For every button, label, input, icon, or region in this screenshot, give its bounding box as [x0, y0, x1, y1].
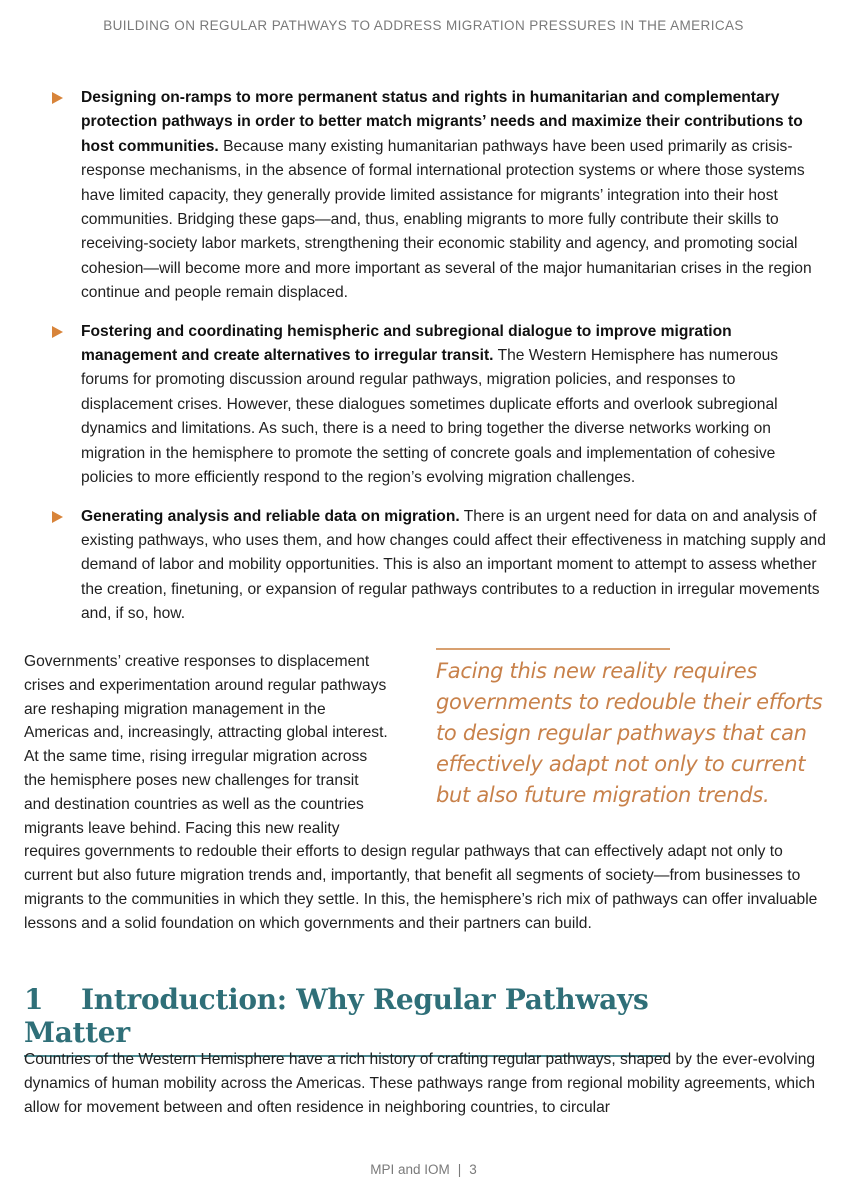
bullet-body: There is an urgent need for data on and analysis of existing pathways, who uses them, and how changes could affect their effectiveness in matching supply and demand of labor and mobility opportunities. This is also an important moment to attempt to assess whether the creation, finetuning, or expansion of regular pathways contributes to a reduction in irregular movements and, if so, how. [81, 507, 826, 623]
bullet-item [52, 320, 827, 491]
bullet-body: Because many existing humanitarian pathways have been used primarily as crisis-response mechanisms, in the absence of formal international protection systems or where those systems have limited capacity, they generally provide limited assistance for migrants’ integration into their host communities. Bridging these gaps—and, thus, enabling migrants to more fully contribute their skills to receiving-society labor markets, strengthening their economic stability and agency, and promoting social cohesion—will become more and more important as several of the major humanitarian crises in the region continue and people remain displaced. [81, 137, 812, 302]
bullet-item [52, 505, 827, 627]
paragraph-line: and destination countries as well as the countries [24, 795, 364, 813]
paragraph-line: crises and experimentation around regular pathways [24, 676, 387, 694]
triangle-bullet-icon [52, 92, 63, 104]
bullet-lead: Designing on-ramps to more permanent status and rights in humanitarian and complementary protection pathways in order to better match migrants’ needs and maximize their contributions to host communities. [81, 89, 803, 155]
running-header: BUILDING ON REGULAR PATHWAYS TO ADDRESS MIGRATION PRESSURES IN THE AMERICAS [103, 18, 744, 33]
paragraph-continuation: requires governments to redouble their efforts to design regular pathways that can effectively adapt not only to current but also future migration trends and, importantly, that benefit all segments of society—from businesses to migrants to the communities in which they settle. In this, the hemisphere’s rich mix of pathways can offer invaluable lessons and a solid foundation on which governments and their partners can build. [24, 843, 818, 932]
paragraph-line: are reshaping migration management in the [24, 700, 326, 718]
bullet-item [52, 86, 827, 306]
page-number: 3 [469, 1162, 477, 1177]
paragraph-line: Americas and, increasingly, attracting global interest. [24, 724, 388, 742]
pull-quote-text: Facing this new reality requires governments to redouble their efforts to design regular pathways that can effectively adapt not only to current but also future migration trends. [436, 659, 823, 807]
section-heading [24, 983, 669, 1057]
paragraph-line: the hemisphere poses new challenges for transit [24, 771, 359, 789]
bullet-lead: Fostering and coordinating hemispheric and subregional dialogue to improve migration management and create alternatives to irregular transit. [81, 322, 732, 365]
section-number: 1 [24, 983, 44, 1016]
triangle-bullet-icon [52, 326, 63, 338]
paragraph-narrow-column [24, 650, 416, 840]
intro-paragraph: Countries of the Western Hemisphere have a rich history of crafting regular pathways, shaped by the ever-evolving dynamics of human mobility across the Americas. These pathways range from regional mobility agreements, which allow for movement between and often residence in neighboring countries, to circular [24, 1051, 816, 1116]
footer-separator: | [457, 1162, 462, 1177]
closing-paragraph [24, 650, 819, 936]
bullet-lead: Generating analysis and reliable data on migration. [81, 507, 460, 525]
paragraph-line: Governments’ creative responses to displacement [24, 653, 370, 670]
triangle-bullet-icon [52, 511, 63, 523]
bullet-body: The Western Hemisphere has numerous forums for promoting discussion around regular pathways, migration policies, and responses to displacement crises. However, these dialogues sometimes duplicate efforts and overlook subregional dynamics and limitations. As such, there is a need to bring together the diverse networks working on migration in the hemisphere to promote the setting of concrete goals and implementation of cohesive policies to more efficiently respond to the region’s evolving migration challenges. [81, 347, 779, 487]
paragraph-line: migrants leave behind. Facing this new reality [24, 819, 340, 837]
page-footer [0, 1162, 847, 1177]
paragraph-line: At the same time, rising irregular migration across [24, 748, 368, 766]
footer-publisher: MPI and IOM [370, 1162, 450, 1177]
bullet-list [52, 86, 827, 641]
section-title: Introduction: Why Regular Pathways Matter [24, 983, 649, 1049]
